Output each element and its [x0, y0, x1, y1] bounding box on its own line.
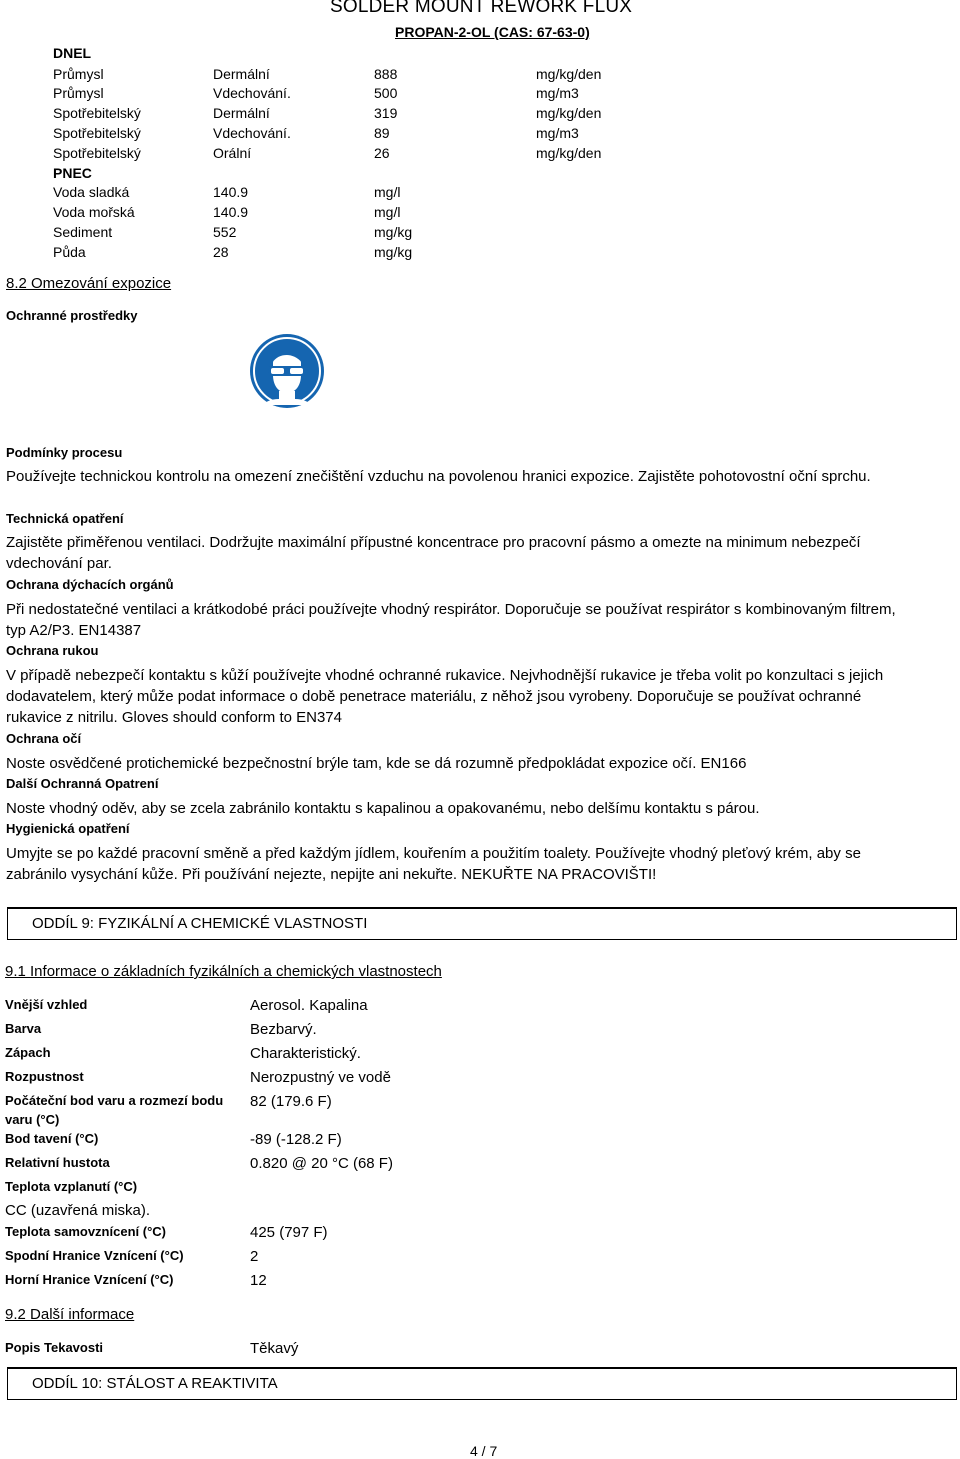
table-cell: Průmysl [53, 85, 104, 101]
table-cell: Voda mořská [53, 204, 135, 220]
property-label: Teplota samovznícení (°C) [5, 1224, 166, 1239]
table-cell: mg/kg/den [536, 66, 602, 82]
property-label: Počáteční bod varu a rozmezí bodu [5, 1093, 224, 1108]
hygiene-measures-label: Hygienická opatření [6, 821, 130, 836]
table-cell: Dermální [213, 105, 270, 121]
table-cell: mg/m3 [536, 125, 579, 141]
table-cell: 552 [213, 224, 237, 240]
eye-protection-label: Ochrana očí [6, 731, 82, 746]
property-value: Bezbarvý. [250, 1021, 317, 1038]
hand-protection-label: Ochrana rukou [6, 643, 99, 658]
other-protection-text: Noste vhodný oděv, aby se zcela zabránilo kontaktu s kapalinou a opakovanému, nebo delšímu kontaktu s párou. [6, 800, 760, 817]
document-title: SOLDER MOUNT REWORK FLUX [330, 0, 633, 17]
property-value: 0.820 @ 20 °C (68 F) [250, 1155, 393, 1172]
hand-protection-text: V případě nebezpečí kontaktu s kůží používejte vhodné ochranné rukavice. Nejvhodnější rukavice je třeba volit po konzultaci s jejich dodavatelem, který může podat informace o době penetrace materiálu, z něhož jsou vyrobeny. Doporučuje se používat ochranné rukavice z nitrilu. Gloves should conform to EN374 [6, 667, 884, 726]
property-value: Charakteristický. [250, 1045, 361, 1062]
property-label: Rozpustnost [5, 1069, 84, 1084]
property-value: Těkavý [250, 1340, 299, 1357]
document-subtitle: PROPAN-2-OL (CAS: 67-63-0) [395, 24, 590, 40]
table-cell: 888 [374, 66, 398, 82]
table-cell: mg/l [374, 204, 401, 220]
table-cell: Spotřebitelský [53, 145, 141, 161]
pnec-label: PNEC [53, 165, 92, 181]
section-10-header [7, 1367, 957, 1400]
section-9-2-heading: 9.2 Další informace [5, 1306, 135, 1323]
process-conditions-text: Používejte technickou kontrolu na omezení znečištění vzduchu na povolenou hranici expozice. Zajistěte pohotovostní oční sprchu. [6, 468, 871, 485]
table-cell: 319 [374, 105, 398, 121]
hygiene-measures-text: Umyjte se po každé pracovní směně a před každým jídlem, kouřením a použitím toalety. Používejte vhodný pleťový krém, aby se zabránilo vysychání kůže. Při používání nejezte, nepijte ani nekuřte. NEKUŘTE NA PRACOVIŠTI! [6, 845, 861, 883]
page-number: 4 / 7 [470, 1443, 498, 1459]
table-cell: 28 [213, 244, 229, 260]
table-cell: mg/l [374, 184, 401, 200]
table-cell: 89 [374, 125, 390, 141]
table-cell: Vdechování. [213, 85, 291, 101]
property-label: Horní Hranice Vznícení (°C) [5, 1272, 174, 1287]
property-label: Zápach [5, 1045, 51, 1060]
flash-point-note: CC (uzavřená miska). [5, 1202, 151, 1219]
table-cell: Spotřebitelský [53, 125, 141, 141]
table-cell: mg/kg [374, 244, 413, 260]
property-label-continued: varu (°C) [5, 1112, 60, 1127]
table-cell: Voda sladká [53, 184, 130, 200]
eye-protection-text: Noste osvědčené protichemické bezpečnostní brýle tam, kde se dá rozumně předpokládat expozice očí. EN166 [6, 755, 747, 772]
section-10-title: ODDÍL 10: STÁLOST A REAKTIVITA [32, 1375, 278, 1392]
table-cell: 500 [374, 85, 398, 101]
table-cell: Průmysl [53, 66, 104, 82]
property-label: Teplota vzplanutí (°C) [5, 1179, 138, 1194]
table-cell: mg/kg/den [536, 145, 602, 161]
table-cell: mg/kg/den [536, 105, 602, 121]
technical-measures-text: Zajistěte přiměřenou ventilaci. Dodržujte maximální přípustné koncentrace pro pracovní pásmo a omezte na minimum nebezpečí vdechování par. [6, 534, 861, 572]
safety-goggles-icon [249, 333, 325, 409]
section-9-1-heading: 9.1 Informace o základních fyzikálních a chemických vlastnostech [5, 963, 442, 980]
dnel-label: DNEL [53, 45, 92, 61]
property-value: 425 (797 F) [250, 1224, 328, 1241]
property-value: 82 (179.6 F) [250, 1093, 332, 1110]
table-cell: mg/kg [374, 224, 413, 240]
respiratory-protection-text: Při nedostatečné ventilaci a krátkodobé práci používejte vhodný respirátor. Doporučuje se používat respirátor s kombinovaným filtrem, typ A2/P3. EN14387 [6, 601, 896, 639]
section-9-header [7, 907, 957, 940]
table-cell: Sediment [53, 224, 113, 240]
table-cell: mg/m3 [536, 85, 579, 101]
property-value: -89 (-128.2 F) [250, 1131, 342, 1148]
section-9-title: ODDÍL 9: FYZIKÁLNÍ A CHEMICKÉ VLASTNOSTI [32, 915, 368, 932]
table-cell: Vdechování. [213, 125, 291, 141]
property-label: Barva [5, 1021, 42, 1036]
other-protection-label: Další Ochranná Opatrení [6, 776, 159, 791]
table-cell: Dermální [213, 66, 270, 82]
table-cell: 140.9 [213, 204, 249, 220]
table-cell: Spotřebitelský [53, 105, 141, 121]
property-value: Aerosol. Kapalina [250, 997, 368, 1014]
table-cell: Orální [213, 145, 252, 161]
table-cell: Půda [53, 244, 86, 260]
property-value: Nerozpustný ve vodě [250, 1069, 391, 1086]
exposure-heading: 8.2 Omezování expozice [6, 275, 172, 292]
technical-measures-label: Technická opatření [6, 511, 124, 526]
protective-equipment-label: Ochranné prostředky [6, 308, 138, 323]
property-label: Relativní hustota [5, 1155, 110, 1170]
process-conditions-label: Podmínky procesu [6, 445, 123, 460]
property-label: Bod tavení (°C) [5, 1131, 99, 1146]
respiratory-protection-label: Ochrana dýchacích orgánů [6, 577, 174, 592]
property-value: 12 [250, 1272, 267, 1289]
property-value: 2 [250, 1248, 259, 1265]
property-label: Spodní Hranice Vznícení (°C) [5, 1248, 184, 1263]
property-label: Vnější vzhled [5, 997, 88, 1012]
table-cell: 26 [374, 145, 390, 161]
table-cell: 140.9 [213, 184, 249, 200]
property-label: Popis Tekavosti [5, 1340, 104, 1355]
